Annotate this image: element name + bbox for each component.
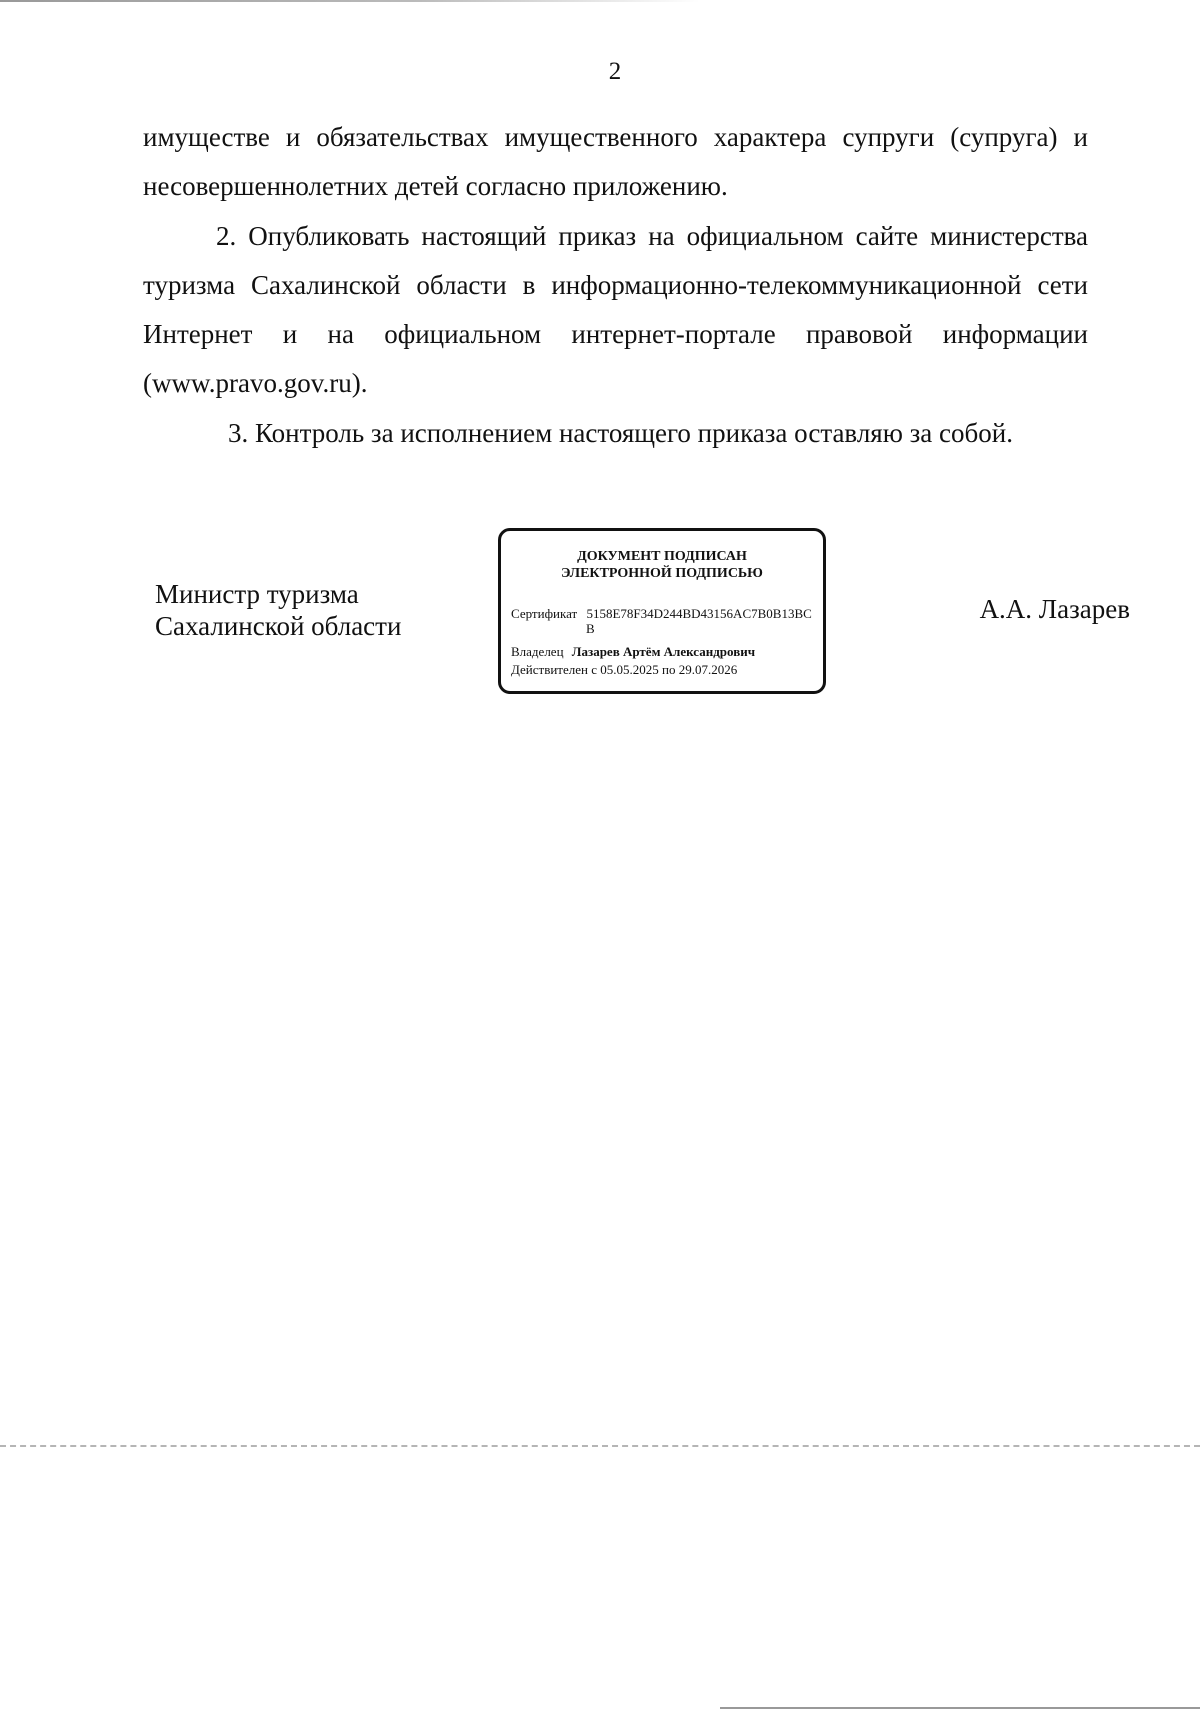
stamp-certificate-value: 5158E78F34D244BD43156AC7B0B13BC bbox=[586, 606, 812, 621]
stamp-certificate bbox=[511, 606, 812, 621]
paragraph-2-line-4: (www.pravo.gov.ru). bbox=[143, 368, 368, 398]
stamp-owner-label: Владелец bbox=[511, 644, 564, 659]
stamp-certificate-value-continued: B bbox=[586, 621, 595, 636]
paragraph-1 bbox=[143, 113, 1088, 211]
stamp-owner-value: Лазарев Артём Александрович bbox=[571, 644, 756, 659]
top-scan-rule bbox=[0, 0, 700, 2]
paragraph-2-line-2: туризма Сахалинской области в информационно-телекоммуникационной сети bbox=[143, 270, 1088, 300]
paragraph-2-line-1: 2. Опубликовать настоящий приказ на официальном сайте министерства bbox=[216, 221, 1088, 251]
paragraph-2 bbox=[143, 212, 1088, 408]
paragraph-1-line-2: несовершеннолетних детей согласно приложению. bbox=[143, 171, 728, 201]
paragraph-3-line-1: 3. Контроль за исполнением настоящего приказа оставляю за собой. bbox=[228, 418, 1013, 448]
paragraph-2-line-3: Интернет и на официальном интернет-портале правовой информации bbox=[143, 319, 1088, 349]
paragraph-3 bbox=[143, 409, 1088, 458]
signer-name: А.А. Лазарев bbox=[979, 594, 1130, 624]
stamp-certificate-label: Сертификат bbox=[511, 606, 578, 621]
stamp-validity: Действителен с 05.05.2025 по 29.07.2026 bbox=[511, 662, 738, 677]
stamp-header bbox=[501, 548, 823, 582]
bottom-scan-rule bbox=[720, 1707, 1200, 1709]
electronic-signature-stamp bbox=[498, 528, 826, 694]
scan-artifact-line bbox=[0, 1445, 1200, 1447]
signer-position-line-2: Сахалинской области bbox=[155, 611, 402, 641]
page-number: 2 bbox=[608, 58, 622, 85]
paragraph-1-line-1: имуществе и обязательствах имущественного характера супруги (супруга) и bbox=[143, 122, 1088, 152]
signer-position bbox=[155, 578, 401, 642]
signer-position-line-1: Министр туризма bbox=[155, 579, 359, 609]
stamp-header-line-2: ЭЛЕКТРОННОЙ ПОДПИСЬЮ bbox=[561, 566, 763, 581]
stamp-header-line-1: ДОКУМЕНТ ПОДПИСАН bbox=[577, 549, 747, 564]
stamp-owner bbox=[511, 644, 755, 659]
